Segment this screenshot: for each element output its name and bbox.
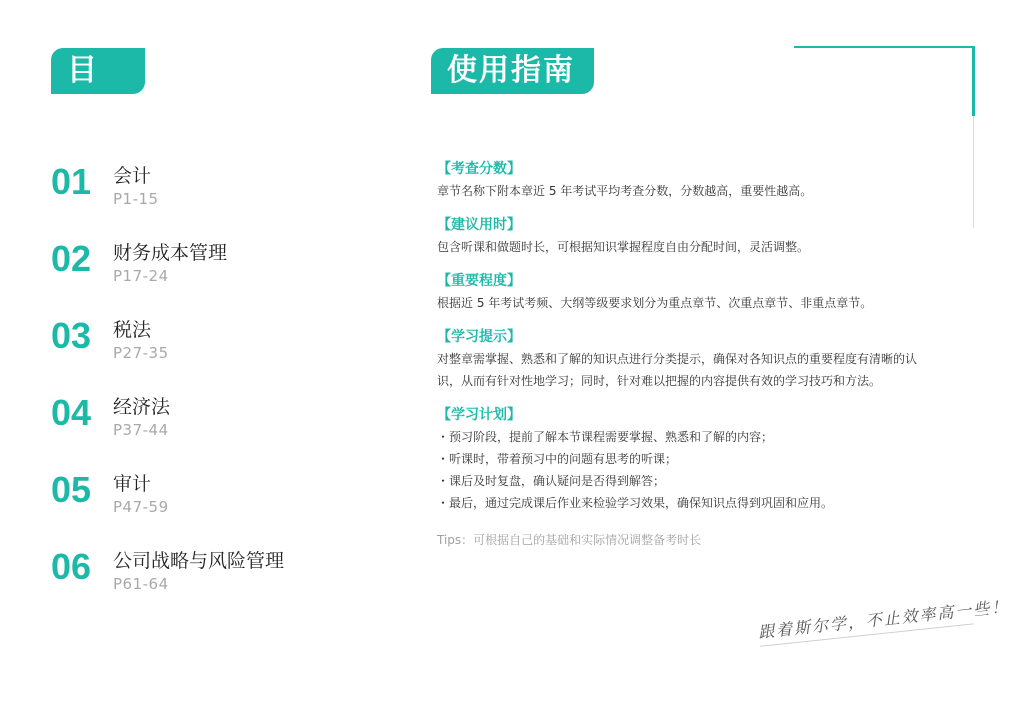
decorative-frame-right xyxy=(972,46,975,116)
guide-title-tag xyxy=(431,48,594,94)
section-heading: 【重要程度】 xyxy=(437,273,521,289)
toc-page-range: P47-59 xyxy=(113,498,169,516)
toc-chapter-title: 财务成本管理 xyxy=(113,242,228,264)
guide-title: 使用指南 xyxy=(447,53,575,88)
toc-page-range: P1-15 xyxy=(113,190,159,208)
plan-item: ・最后，通过完成课后作业来检验学习效果，确保知识点得到巩固和应用。 xyxy=(437,496,834,510)
toc-page-range: P17-24 xyxy=(113,267,169,285)
tips-note: Tips：可根据自己的基础和实际情况调整备考时长 xyxy=(437,533,702,547)
section-body: 包含听课和做题时长，可根据知识掌握程度自由分配时间，灵活调整。 xyxy=(437,240,810,254)
toc-page-range: P61-64 xyxy=(113,575,169,593)
toc-number: 04 xyxy=(51,392,92,433)
toc-page-range: P27-35 xyxy=(113,344,169,362)
section-heading: 【学习提示】 xyxy=(437,329,521,345)
toc-chapter-title: 审计 xyxy=(113,473,152,495)
toc-title-tag xyxy=(51,48,145,134)
toc-chapter-title: 税法 xyxy=(113,319,152,341)
toc-number: 02 xyxy=(51,238,92,279)
toc-number: 06 xyxy=(51,546,92,587)
toc-chapter-title: 会计 xyxy=(113,165,152,187)
toc-item-6[interactable] xyxy=(51,543,381,620)
toc-title: 目录 xyxy=(67,53,99,134)
toc-page-range: P37-44 xyxy=(113,421,169,439)
toc-item-3[interactable] xyxy=(51,312,381,389)
toc-item-5[interactable] xyxy=(51,466,381,543)
guide-section-time xyxy=(437,214,927,258)
section-body: 章节名称下附本章近 5 年考试平均考查分数，分数越高，重要性越高。 xyxy=(437,184,813,198)
decorative-frame-top xyxy=(794,46,975,48)
section-body: 对整章需掌握、熟悉和了解的知识点进行分类提示，确保对各知识点的重要程度有清晰的认识，从而有针对性地学习；同时，针对难以把握的内容提供有效的学习技巧和方法。 xyxy=(437,352,918,388)
toc-number: 05 xyxy=(51,469,92,510)
decorative-frame-right-fade xyxy=(973,116,974,228)
toc-item-4[interactable] xyxy=(51,389,381,466)
plan-item: ・听课时，带着预习中的问题有思考的听课； xyxy=(437,452,678,466)
plan-item: ・课后及时复盘，确认疑问是否得到解答； xyxy=(437,474,666,488)
toc-list xyxy=(51,158,381,620)
guide-section-plan xyxy=(437,404,927,514)
toc-item-2[interactable] xyxy=(51,235,381,312)
section-heading: 【考查分数】 xyxy=(437,161,521,177)
toc-chapter-title: 经济法 xyxy=(113,396,171,418)
toc-number: 03 xyxy=(51,315,92,356)
plan-item: ・预习阶段，提前了解本节课程需要掌握、熟悉和了解的内容； xyxy=(437,430,774,444)
handwritten-slogan xyxy=(757,596,1010,660)
guide-section-importance xyxy=(437,270,927,314)
toc-item-1[interactable] xyxy=(51,158,381,235)
usage-guide xyxy=(437,158,927,550)
section-body: 根据近 5 年考试考频、大纲等级要求划分为重点章节、次重点章节、非重点章节。 xyxy=(437,296,873,310)
toc-chapter-title: 公司战略与风险管理 xyxy=(113,550,285,572)
section-heading: 【建议用时】 xyxy=(437,217,521,233)
section-heading: 【学习计划】 xyxy=(437,407,521,423)
slogan-text: 跟着斯尔学，不止效率高一些！ xyxy=(757,596,1010,642)
guide-section-score xyxy=(437,158,927,202)
toc-number: 01 xyxy=(51,161,92,202)
guide-section-tips xyxy=(437,326,927,392)
